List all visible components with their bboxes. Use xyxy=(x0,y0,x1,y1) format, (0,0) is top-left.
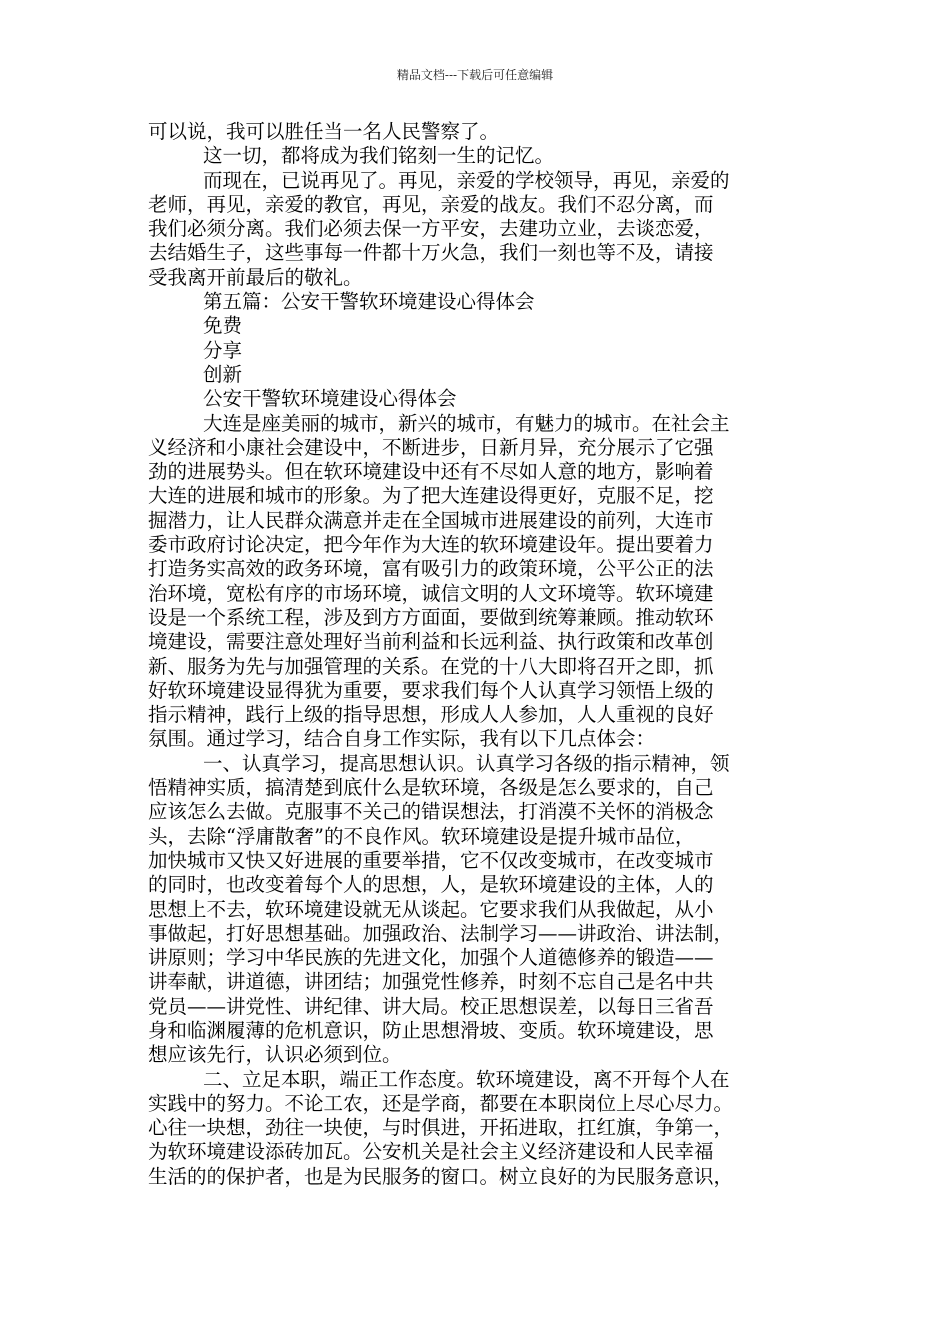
page-header: 精品文档---下载后可任意编辑 xyxy=(396,68,554,82)
text-line: 我们必须分离。我们必须去保一方平安，去建功立业，去谈恋爱， xyxy=(148,217,714,241)
text-line: 掘潜力，让人民群众满意并走在全国城市进展建设的前列，大连市 xyxy=(148,508,714,532)
text-line: 第五篇：公安干警软环境建设心得体会 xyxy=(203,290,535,314)
document-body xyxy=(148,120,818,1189)
text-line: 委市政府讨论决定，把今年作为大连的软环境建设年。提出要着力 xyxy=(148,533,714,557)
text-line: 好软环境建设显得犹为重要，要求我们每个人认真学习领悟上级的 xyxy=(148,678,714,702)
text-line: 劲的进展势头。但在软环境建设中还有不尽如人意的地方，影响着 xyxy=(148,460,714,484)
text-line: 公安干警软环境建设心得体会 xyxy=(203,387,457,411)
text-line: 应该怎么去做。克服事不关己的错误想法，打消漠不关怀的消极念 xyxy=(148,800,714,824)
text-line: 设是一个系统工程，涉及到方方面面，要做到统筹兼顾。推动软环 xyxy=(148,605,714,629)
text-line: 悟精神实质，搞清楚到底什么是软环境，各级是怎么要求的，自己 xyxy=(148,776,714,800)
text-line: 义经济和小康社会建设中，不断进步，日新月异，充分展示了它强 xyxy=(148,435,714,459)
text-line: 二、立足本职，端正工作态度。软环境建设，离不开每个人在 xyxy=(203,1067,730,1091)
text-line: 身和临渊履薄的危机意识，防止思想滑坡、变质。软环境建设，思 xyxy=(148,1018,714,1042)
text-line: 境建设，需要注意处理好当前利益和长远利益、执行政策和改革创 xyxy=(148,630,714,654)
text-line: 大连的进展和城市的形象。为了把大连建设得更好，克服不足，挖 xyxy=(148,484,714,508)
text-line: 可以说，我可以胜任当一名人民警察了。 xyxy=(148,120,500,143)
text-line: 为软环境建设添砖加瓦。公安机关是社会主义经济建设和人民幸福 xyxy=(148,1140,714,1164)
text-line: 加快城市又快又好进展的重要举措，它不仅改变城市，在改变城市 xyxy=(148,848,714,872)
text-line: 思想上不去，软环境建设就无从谈起。它要求我们从我做起，从小 xyxy=(148,897,714,921)
text-line: 党员——讲党性、讲纪律、讲大局。校正思想误差，以每日三省吾 xyxy=(148,994,714,1018)
text-line: 免费 xyxy=(203,314,243,338)
text-line: 去结婚生子，这些事每一件都十万火急，我们一刻也等不及，请接 xyxy=(148,241,714,265)
text-line: 事做起，打好思想基础。加强政治、法制学习——讲政治、讲法制， xyxy=(148,921,734,945)
text-line: 生活的的保护者，也是为民服务的窗口。树立良好的为民服务意识， xyxy=(148,1164,734,1188)
text-line: 这一切，都将成为我们铭刻一生的记忆。 xyxy=(203,144,555,168)
text-line: 想应该先行，认识必须到位。 xyxy=(148,1043,402,1067)
text-line: 讲原则；学习中华民族的先进文化，加强个人道德修养的锻造—— xyxy=(148,946,714,970)
text-line: 老师，再见，亲爱的教官，再见，亲爱的战友。我们不忍分离，而 xyxy=(148,192,714,216)
text-line: 实践中的努力。不论工农，还是学商，都要在本职岗位上尽心尽力。 xyxy=(148,1091,734,1115)
text-line: 氛围。通过学习，结合自身工作实际，我有以下几点体会： xyxy=(148,727,656,751)
text-line: 头，去除“浮庸散奢”的不良作风。软环境建设是提升城市品位， xyxy=(148,824,695,848)
text-line: 分享 xyxy=(203,338,243,362)
text-line: 讲奉献，讲道德，讲团结；加强党性修养，时刻不忘自己是名中共 xyxy=(148,970,714,994)
text-line: 创新 xyxy=(203,362,243,386)
text-line: 治环境，宽松有序的市场环境，诚信文明的人文环境等。软环境建 xyxy=(148,581,714,605)
text-line: 的同时，也改变着每个人的思想，人，是软环境建设的主体，人的 xyxy=(148,873,714,897)
text-line: 大连是座美丽的城市，新兴的城市，有魅力的城市。在社会主 xyxy=(203,411,730,435)
text-line: 新、服务为先与加强管理的关系。在党的十八大即将召开之即，抓 xyxy=(148,654,714,678)
text-line: 打造务实高效的政务环境，富有吸引力的政策环境，公平公正的法 xyxy=(148,557,714,581)
text-line: 受我离开前最后的敬礼。 xyxy=(148,265,363,289)
text-line: 指示精神，践行上级的指导思想，形成人人参加，人人重视的良好 xyxy=(148,703,714,727)
text-line: 一、认真学习，提高思想认识。认真学习各级的指示精神，领 xyxy=(203,751,730,775)
text-line: 心往一块想，劲往一块使，与时俱进，开拓进取，扛红旗，争第一， xyxy=(148,1116,734,1140)
text-line: 而现在，已说再见了。再见，亲爱的学校领导，再见，亲爱的 xyxy=(203,168,730,192)
